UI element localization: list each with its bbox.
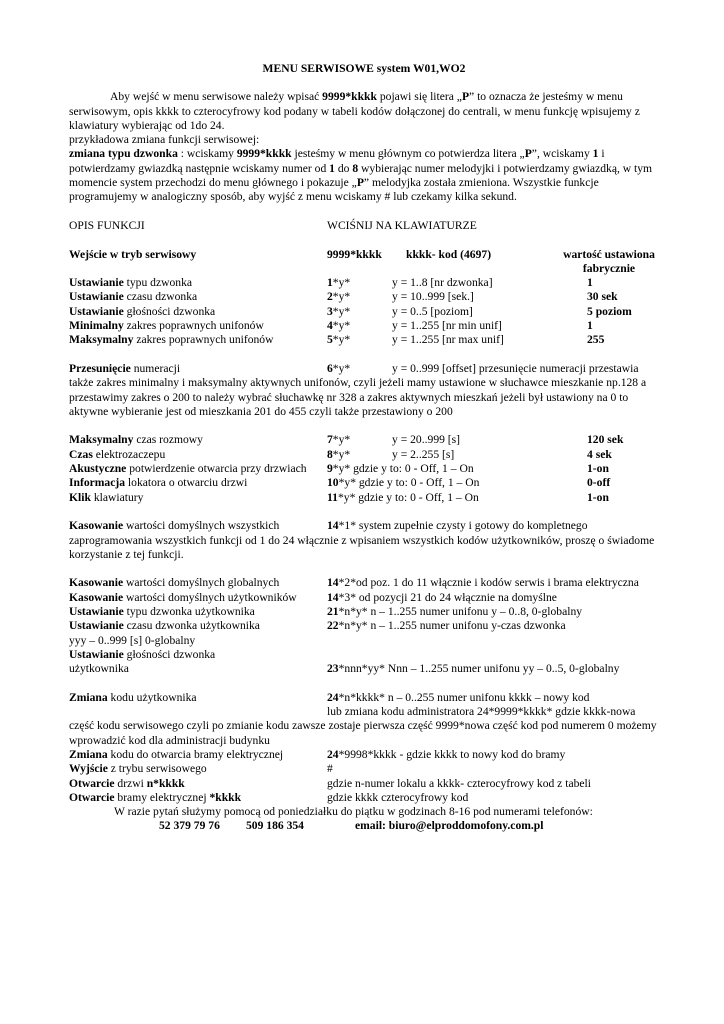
email: email: biuro@elproddomofony.com.pl <box>355 819 544 833</box>
row-label-text: zakres poprawnych unifonów <box>123 319 264 333</box>
row-code-text: *y* <box>332 333 351 347</box>
row-label <box>69 491 143 505</box>
reset-all-text: wartości domyślnych wszystkich <box>123 519 280 533</box>
settings-group-4 <box>69 748 659 805</box>
row-code-text: *n*y* n – 1..255 numer unifonu y-czas dzwonka <box>338 619 566 633</box>
user-code-text: kodu użytkownika <box>107 690 197 704</box>
phone-2: 509 186 354 <box>246 819 304 833</box>
example-text: ” melodyjka została zmieniona. Wszystkie funkcje programujemy w analogiczny sposób, aby wyjść z menu wciskamy # lub czekamy kilka sekund. <box>69 176 599 204</box>
factory-value-line1: wartość ustawiona <box>563 247 655 261</box>
example-text: ”, wciskamy <box>531 147 593 161</box>
reset-all-description: zaprogramowania wszystkich funkcji od 1 do 24 włącznie z wpisaniem wszystkich kodów użytkowników, proszę o świadome korzystanie z tej funkcji. <box>69 533 655 561</box>
row-label-text: typu dzwonka użytkownika <box>123 604 255 618</box>
row-range: y = 0..5 [poziom] <box>392 304 473 318</box>
row-label-bold: Ustawianie <box>69 619 124 633</box>
row-label-bold: Ustawianie <box>69 604 124 618</box>
user-code-description: część kodu serwisowego czyli po zmianie kodu zawsze zostaje pierwsza część 9999*nowa część kod pod numerem 0 możemy wprowadzić kod dla administracji budynku <box>69 719 657 747</box>
row-range: y = 1..255 [nr min unif] <box>392 319 502 333</box>
example-bold: 8 <box>352 161 359 175</box>
intro-paragraph <box>69 90 659 133</box>
row-code <box>327 605 582 619</box>
row-label <box>69 762 207 776</box>
shift-label-text: numeracji <box>130 361 181 375</box>
row-code <box>327 748 565 762</box>
phone-1: 52 379 79 76 <box>159 819 220 833</box>
shift-code <box>327 362 350 376</box>
admin-code-text: lub zmiana kodu administratora 24*9999*kkkk* gdzie kkkk-nowa <box>327 705 636 719</box>
shift-description: także zakres minimalny i maksymalny aktywnych unifonów, czyli jeżeli mamy ustawione w słuchawce mieszkanie np.128 a przestawimy zakres o 200 to należy wybrać słuchawkę nr 328 a zakres aktywnych mieszkań jeżeli był ustawiony na 0 to aktywne wybieranie jest od mieszkania 201 do 455 czyli także przestawiony o 200 <box>69 376 647 418</box>
reset-all-bold: Kasowanie <box>69 519 124 533</box>
row-label <box>69 305 215 319</box>
row-label-text: wartości domyślnych użytkowników <box>123 590 297 604</box>
row-label-bold: Klik <box>69 490 91 504</box>
row-label-text: typu dzwonka <box>123 276 193 290</box>
shift-label-bold: Przesunięcie <box>69 361 131 375</box>
row-label-text: drzwi <box>114 776 147 790</box>
intro-text: Aby wejść w menu serwisowe należy wpisać <box>110 90 323 104</box>
row-code <box>327 276 350 290</box>
row-label <box>69 748 283 762</box>
volume-text: głośności dzwonka <box>123 647 216 661</box>
row-code <box>327 777 591 791</box>
volume-code-bold: 23 <box>327 662 339 676</box>
row-code <box>327 462 474 476</box>
settings-group-2 <box>69 433 659 504</box>
row-code-bold: 3 <box>327 304 333 318</box>
row-code-bold: 2 <box>327 290 333 304</box>
intro-code: 9999*kkkk <box>322 90 377 104</box>
row-code <box>327 591 557 605</box>
row-range: y = 20..999 [s] <box>392 433 461 447</box>
row-label-bold-suffix: n*kkkk <box>146 776 185 790</box>
row-code-bold: 1 <box>327 276 333 290</box>
row-code-text: *y* <box>332 447 351 461</box>
table-row <box>69 605 659 619</box>
row-code <box>327 448 350 462</box>
row-label-bold: Zmiana <box>69 747 108 761</box>
user-code-code-bold: 24 <box>327 690 339 704</box>
row-label-bold: Ustawianie <box>69 276 124 290</box>
volume-row <box>69 662 659 676</box>
reset-all-code-bold: 14 <box>327 519 339 533</box>
row-code-bold: 22 <box>327 619 339 633</box>
row-label <box>69 290 197 304</box>
row-label-text: potwierdzenie otwarcia przy drzwiach <box>126 462 307 476</box>
row-label <box>69 605 255 619</box>
factory-value-header <box>559 248 659 277</box>
row-code <box>327 333 350 347</box>
row-label <box>69 791 241 805</box>
table-row <box>69 448 659 462</box>
row-label-text: czasu dzwonka użytkownika <box>123 619 260 633</box>
contact-row <box>69 819 659 833</box>
table-row <box>69 476 659 490</box>
example-text: do <box>334 161 353 175</box>
example-bold: 9999*kkkk <box>236 147 292 161</box>
table-row <box>69 576 659 590</box>
row-label-text: bramy elektrycznej <box>114 790 210 804</box>
row-label <box>69 319 264 333</box>
user-code-code-text: *n*kkkk* n – 0..255 numer unifonu kkkk – nowy kod <box>338 690 590 704</box>
intro-text: pojawi się litera „ <box>376 90 462 104</box>
row-label-bold: Otwarcie <box>69 790 115 804</box>
settings-group-1 <box>69 276 659 347</box>
row-code <box>327 791 468 805</box>
time-continuation: yyy – 0..999 [s] 0-globalny <box>69 633 196 647</box>
user-code-row <box>69 691 659 705</box>
example-text: wybierając numer melodyjki i potwierdzamy gwiazdką, w tym momencie system przechodzi do menu głównego i pokazuje „ <box>69 161 653 190</box>
row-label-text: z trybu serwisowego <box>107 762 207 776</box>
row-factory-value: 1-on <box>587 462 609 476</box>
row-label-bold: Otwarcie <box>69 776 115 790</box>
row-code-text: gdzie kkkk czterocyfrowy kod <box>327 790 469 804</box>
row-code-bold: 10 <box>327 476 339 490</box>
row-range: y = 1..8 [nr dzwonka] <box>392 276 493 290</box>
row-factory-value: 1 <box>587 276 593 290</box>
example-text: i potwierdzamy gwiazdką następnie wciskamy numer od <box>69 147 605 175</box>
row-label <box>69 333 273 347</box>
row-code-bold: 8 <box>327 447 333 461</box>
row-code <box>327 305 350 319</box>
user-code-bold: Zmiana <box>69 690 108 704</box>
row-label <box>69 448 165 462</box>
table-row <box>69 333 659 347</box>
row-code-bold: 9 <box>327 462 333 476</box>
row-factory-value: 1-on <box>587 490 609 504</box>
shift-label <box>69 362 180 376</box>
row-label <box>69 591 297 605</box>
row-code-bold: 7 <box>327 433 333 447</box>
table-row <box>69 319 659 333</box>
service-menu-document <box>69 62 659 834</box>
row-code-text: *2*od poz. 1 do 11 włącznie i kodów serwis i brama elektryczna <box>338 576 639 590</box>
row-code-text: *3* od pozycji 21 do 24 włącznie na domyślne <box>338 590 557 604</box>
reset-all-code-text: *1* system zupełnie czysty i gotowy do kompletnego <box>338 519 588 533</box>
row-label <box>69 777 185 791</box>
row-code <box>327 762 333 776</box>
reset-all-code <box>327 519 588 533</box>
table-header <box>69 219 659 233</box>
row-label-text: głośności dzwonka <box>123 304 216 318</box>
user-code-label <box>69 691 197 705</box>
row-label-bold: Maksymalny <box>69 433 134 447</box>
row-label-bold: Informacja <box>69 476 126 490</box>
row-code-text: *9998*kkkk - gdzie kkkk to nowy kod do bramy <box>338 747 566 761</box>
row-factory-value: 30 sek <box>587 290 618 304</box>
volume-bold: Ustawianie <box>69 647 124 661</box>
row-label-bold: Kasowanie <box>69 576 124 590</box>
row-label-bold: Ustawianie <box>69 290 124 304</box>
row-factory-value: 0-off <box>587 476 611 490</box>
row-code-bold: 11 <box>327 490 338 504</box>
row-range: y = 1..255 [nr max unif] <box>392 333 504 347</box>
reset-all-label <box>69 519 279 533</box>
row-code <box>327 290 350 304</box>
intro-letter: P <box>461 90 470 104</box>
row-code-text: gdzie n-numer lokalu a kkkk- czterocyfrowy kod z tabeli <box>327 776 591 790</box>
row-code-bold: 21 <box>327 604 339 618</box>
example-bold: P <box>356 176 364 190</box>
row-code-text: *n*y* n – 1..255 numer unifonu y – 0..8, 0-globalny <box>338 604 583 618</box>
volume-label-line2: użytkownika <box>69 662 129 676</box>
row-range: y = 10..999 [sek.] <box>392 290 474 304</box>
row-factory-value: 1 <box>587 319 593 333</box>
row-label-text: klawiatury <box>90 490 144 504</box>
table-row <box>69 462 659 476</box>
row-code-bold: 4 <box>327 319 333 333</box>
row-label-bold-suffix: *kkkk <box>209 790 242 804</box>
row-code <box>327 476 479 490</box>
row-label-bold: Minimalny <box>69 319 124 333</box>
row-code-text: *y* <box>332 304 351 318</box>
shift-range: y = 0..999 [offset] przesunięcie numeracji przestawia <box>392 361 639 375</box>
example-bold: 1 <box>329 161 335 175</box>
row-label-text: czas rozmowy <box>133 433 203 447</box>
user-code-row-2 <box>69 705 659 719</box>
table-row <box>69 591 659 605</box>
header-keys: WCIŚNIJ NA KLAWIATURZE <box>327 218 477 232</box>
row-code-text: *y* gdzie y to: 0 - Off, 1 – On <box>337 490 479 504</box>
row-code-text: *y* gdzie y to: 0 - Off, 1 – On <box>338 476 480 490</box>
header-description: OPIS FUNKCJI <box>69 218 145 232</box>
volume-code-text: *nnn*yy* Nnn – 1..255 numer unifonu yy – 0..5, 0-globalny <box>338 662 620 676</box>
row-code-text: *y* <box>332 276 351 290</box>
row-label <box>69 276 192 290</box>
row-code <box>327 433 350 447</box>
intro-text: ” to oznacza że jesteśmy w menu serwisowym, opis kkkk to czterocyfrowy kod podany w tabeli kodów dołączonej do centrali, w menu funkcję wpisujemy z klawiatury wybierając od 1do 24. <box>69 90 640 132</box>
row-label-bold: Ustawianie <box>69 304 124 318</box>
row-label-bold: Czas <box>69 447 93 461</box>
volume-code <box>327 662 619 676</box>
row-label-text: kodu do otwarcia bramy elektrycznej <box>107 747 284 761</box>
example-heading: przykładowa zmiana funkcji serwisowej: <box>69 133 260 147</box>
factory-value-line2: fabrycznie <box>582 261 636 275</box>
table-row <box>69 791 659 805</box>
table-row <box>69 762 659 776</box>
service-entry-row <box>69 248 659 277</box>
row-code-bold: 24 <box>327 747 339 761</box>
example-bold: P <box>524 147 532 161</box>
row-label-bold: Akustyczne <box>69 462 127 476</box>
reset-all-row <box>69 519 659 533</box>
row-code-bold: 5 <box>327 333 333 347</box>
row-factory-value: 255 <box>587 333 605 347</box>
row-code-text: *y* gdzie y to: 0 - Off, 1 – On <box>332 462 474 476</box>
settings-group-3 <box>69 576 659 633</box>
table-row <box>69 491 659 505</box>
row-label <box>69 476 247 490</box>
row-code-text: # <box>327 762 333 776</box>
shift-code-text: *y* <box>332 361 351 375</box>
shift-code-bold: 6 <box>327 361 333 375</box>
entry-code: 9999*kkkk <box>327 247 382 261</box>
row-code <box>327 319 350 333</box>
row-range: y = 2..255 [s] <box>392 447 455 461</box>
row-label <box>69 462 307 476</box>
table-row <box>69 748 659 762</box>
row-label <box>69 433 203 447</box>
table-row <box>69 305 659 319</box>
row-code-text: *y* <box>332 319 351 333</box>
row-label-bold: Maksymalny <box>69 333 134 347</box>
row-code <box>327 576 639 590</box>
table-row <box>69 433 659 447</box>
row-label-text: lokatora o otwarciu drzwi <box>125 476 248 490</box>
example-text: : wciskamy <box>177 147 237 161</box>
row-code-bold: 14 <box>327 576 339 590</box>
row-code <box>327 491 479 505</box>
row-label-text: wartości domyślnych globalnych <box>123 576 280 590</box>
row-label-text: elektrozaczepu <box>92 447 166 461</box>
row-code-bold: 14 <box>327 590 339 604</box>
table-row <box>69 619 659 633</box>
example-text: jesteśmy w menu głównym co potwierdza litera „ <box>291 147 525 161</box>
example-bold: zmiana typu dzwonka <box>69 147 178 161</box>
document-title: MENU SERWISOWE system W01,WO2 <box>262 62 466 75</box>
row-label <box>69 619 260 633</box>
row-label-text: zakres poprawnych unifonów <box>133 333 274 347</box>
footer-note: W razie pytań służymy pomocą od poniedziałku do piątku w godzinach 8-16 pod numerami telefonów: <box>114 805 593 819</box>
row-factory-value: 120 sek <box>587 433 624 447</box>
example-paragraph <box>69 147 659 204</box>
table-row <box>69 276 659 290</box>
row-code-text: *y* <box>332 290 351 304</box>
row-factory-value: 4 sek <box>587 447 612 461</box>
user-code-code <box>327 691 589 705</box>
table-row <box>69 777 659 791</box>
shift-row <box>69 362 659 376</box>
row-factory-value: 5 poziom <box>587 304 632 318</box>
row-label <box>69 576 279 590</box>
row-code-text: *y* <box>332 433 351 447</box>
volume-label <box>69 648 659 662</box>
entry-label: Wejście w tryb serwisowy <box>69 247 197 261</box>
row-label-bold: Kasowanie <box>69 590 124 604</box>
table-row <box>69 290 659 304</box>
row-label-bold: Wyjście <box>69 762 108 776</box>
row-code <box>327 619 566 633</box>
entry-default-code: kkkk- kod (4697) <box>406 247 492 261</box>
example-bold: 1 <box>592 147 599 161</box>
row-label-text: czasu dzwonka <box>123 290 198 304</box>
